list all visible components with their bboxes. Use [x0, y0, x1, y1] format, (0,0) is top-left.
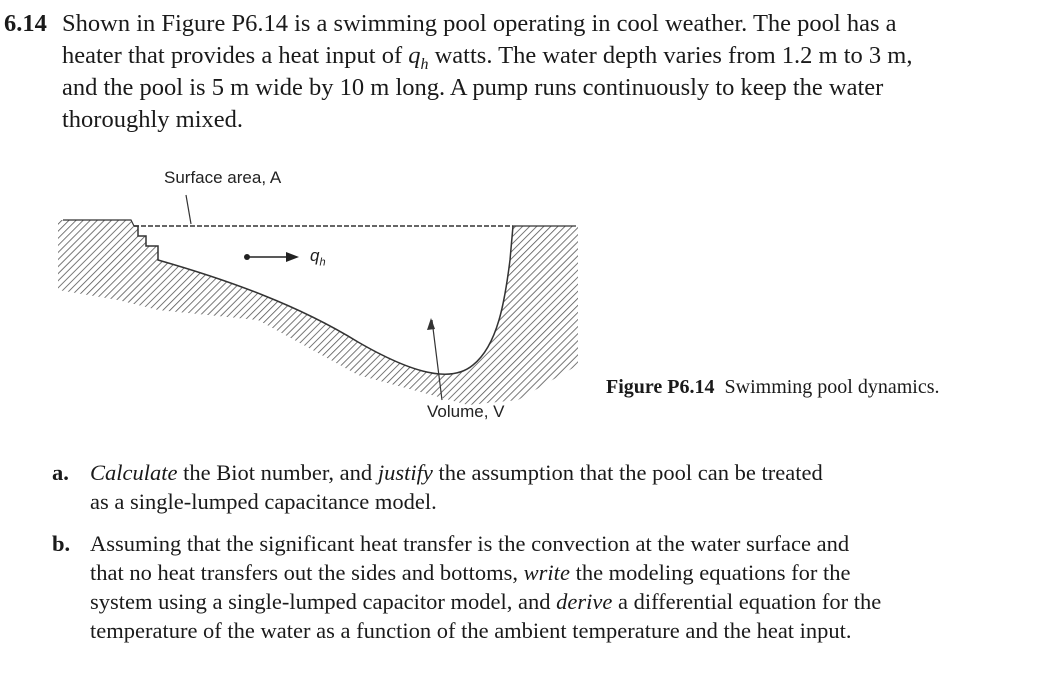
part-b-text: [90, 529, 1047, 645]
problem-parts: [52, 458, 1047, 645]
caption-label: Figure P6.14: [606, 376, 715, 398]
problem-line-2: [0, 40, 1050, 72]
heat-input-arrowhead: [286, 252, 299, 262]
part-b-line: Assuming that the significant heat transfer is the convection at the water surface and: [90, 531, 850, 556]
part-a-line: as a single-lumped capacitance model.: [90, 489, 437, 514]
part-a-text: [90, 458, 1047, 516]
surface-area-leader: [186, 195, 191, 224]
heat-input-label: [310, 246, 326, 268]
problem-statement: [0, 8, 1050, 136]
problem-text-line: and the pool is 5 m wide by 10 m long. A pump runs continuously to keep the water: [62, 74, 884, 101]
part-b-marker: b.: [52, 531, 71, 556]
problem-text-line: Shown in Figure P6.14 is a swimming pool operating in cool weather. The pool has a: [62, 10, 897, 37]
heat-subscript: h: [319, 256, 326, 269]
part-b-line: that no heat transfers out the sides and bottoms, write the modeling equations for the: [90, 560, 851, 585]
heat-symbol: q: [310, 246, 320, 265]
ground-hatching: [58, 200, 618, 430]
part-a-marker: a.: [52, 460, 69, 485]
part-b: [52, 529, 1047, 645]
part-b-line: temperature of the water as a function of the ambient temperature and the heat input.: [90, 618, 852, 643]
volume-leader-arrowhead: [427, 318, 435, 330]
problem-line-3: [0, 72, 1050, 104]
volume-label: Volume, V: [427, 402, 505, 421]
surface-area-label: Surface area, A: [164, 168, 282, 187]
problem-text-line: heater that provides a heat input of $q_h$ watts. The water depth varies from 1.2 m to 3 m,: [62, 42, 913, 73]
part-a-line: Calculate the Biot number, and justify the assumption that the pool can be treated: [90, 460, 823, 485]
pool-diagram: [58, 160, 618, 440]
problem-text-line: thoroughly mixed.: [62, 106, 244, 133]
problem-line-4: [0, 104, 1050, 136]
caption-text: Swimming pool dynamics.: [724, 376, 940, 398]
figure-caption: [606, 375, 1006, 399]
problem-number: 6.14: [4, 10, 47, 37]
part-a: [52, 458, 1047, 516]
swimming-pool-figure: [58, 160, 618, 440]
problem-line-1: [0, 8, 1050, 40]
part-b-line: system using a single-lumped capacitor model, and derive a differential equation for the: [90, 589, 882, 614]
